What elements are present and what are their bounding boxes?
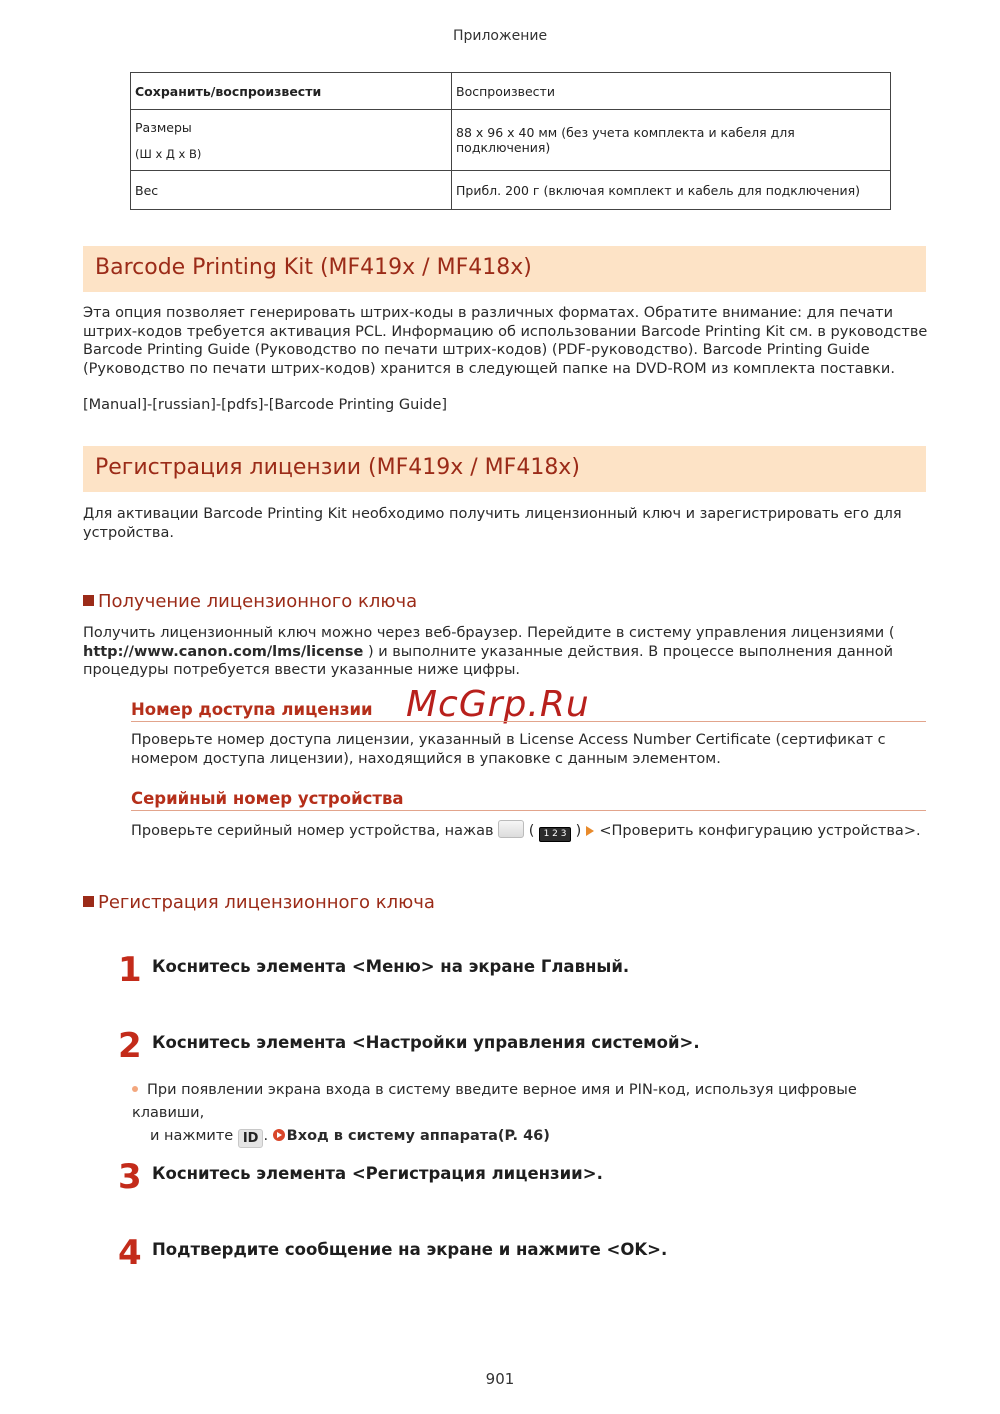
running-header: Приложение xyxy=(452,28,548,44)
step-number: 4 xyxy=(118,1233,142,1273)
text-span: ) и выполните указанные действия. В процессе выполнения данной процедуры потребуется ввести указанные ниже цифры. xyxy=(83,643,893,678)
table-row xyxy=(131,73,891,110)
table-row xyxy=(131,110,891,171)
dvd-path: [Manual]-[russian]-[pdfs]-[Barcode Printing Guide] xyxy=(83,397,448,413)
license-description: Для активации Barcode Printing Kit необходимо получить лицензионный ключ и зарегистрировать его для устройства. xyxy=(83,506,902,541)
arrow-right-icon xyxy=(586,826,594,836)
step-text: Коснитесь элемента <Настройки управления системой>. xyxy=(152,1033,700,1052)
subheading-text: Получение лицензионного ключа xyxy=(98,591,418,612)
step-text: Коснитесь элемента <Меню> на экране Главный. xyxy=(152,957,630,976)
text-span: . xyxy=(263,1128,269,1144)
license-url-link[interactable]: http://www.canon.com/lms/license xyxy=(83,643,364,660)
counter-key-icon: 1 2 3 xyxy=(539,827,571,842)
text-span: Получить лицензионный ключ можно через веб-браузер. Перейдите в систему управления лицензиями ( xyxy=(83,625,895,641)
subheading-text: Регистрация лицензионного ключа xyxy=(98,892,435,913)
step-number: 1 xyxy=(118,950,142,990)
page-number: 901 xyxy=(485,1370,515,1388)
obtain-key-text xyxy=(83,624,928,680)
table-cell-key: Вес xyxy=(131,171,452,210)
access-number-text: Проверьте номер доступа лицензии, указанный в License Access Number Certificate (сертификат с номером доступа лицензии), находящийся в упаковке с данным элементом. xyxy=(131,732,886,767)
spec-table xyxy=(130,72,891,210)
subheading-register-key xyxy=(83,892,435,913)
text-span: ) xyxy=(575,823,582,839)
note-line xyxy=(132,1079,932,1125)
section-heading-barcode xyxy=(83,246,926,292)
table-cell-key-note: (Ш x Д x В) xyxy=(135,146,202,161)
watermark: McGrp.Ru xyxy=(406,684,590,725)
note-line xyxy=(132,1125,932,1148)
bullet-icon xyxy=(132,1086,138,1092)
barcode-description: Эта опция позволяет генерировать штрих-коды в различных форматах. Обратите внимание: для печати штрих-кодов требуется активация PCL. Информацию об использовании Barcode Printing Kit см. в руководстве Barcode Printing Guide (Руководство по печати штрих-кодов) (PDF-руководство). Barcode Printing Guide (Руководство по печати штрих-кодов) хранится в следующей папке на DVD-ROM из комплекта поставки. xyxy=(83,305,928,377)
table-cell-key xyxy=(131,110,452,171)
table-cell-value: 88 x 96 x 40 мм (без учета комплекта и кабеля для подключения) xyxy=(452,110,891,171)
section-heading-license xyxy=(83,446,926,492)
id-key-icon: ID xyxy=(238,1129,264,1148)
square-bullet-icon xyxy=(83,896,94,907)
step-text: Коснитесь элемента <Регистрация лицензии>. xyxy=(152,1164,603,1183)
table-row xyxy=(131,171,891,210)
text-span: При появлении экрана входа в систему введите верное имя и PIN-код, используя цифровые клавиши, xyxy=(132,1082,857,1121)
step-text: Подтвердите сообщение на экране и нажмите <OK>. xyxy=(152,1240,668,1259)
serial-number-text xyxy=(131,820,926,842)
square-bullet-icon xyxy=(83,595,94,606)
subheading-obtain-key xyxy=(83,591,417,612)
section-title: Регистрация лицензии (MF419x / MF418x) xyxy=(95,455,580,480)
link-arrow-icon xyxy=(273,1129,285,1141)
text-span: и нажмите xyxy=(150,1128,234,1144)
step-number: 3 xyxy=(118,1157,142,1197)
table-cell-key: Сохранить/воспроизвести xyxy=(131,73,452,110)
table-cell-key-label: Размеры xyxy=(135,119,192,135)
text-span: <Проверить конфигурацию устройства>. xyxy=(599,823,921,839)
step2-note xyxy=(132,1079,932,1148)
home-key-icon xyxy=(498,820,524,838)
text-span: ( xyxy=(528,823,535,839)
heading-serial-number: Серийный номер устройства xyxy=(131,789,926,811)
step-number: 2 xyxy=(118,1026,142,1066)
text-span: Проверьте серийный номер устройства, нажав xyxy=(131,823,494,839)
table-cell-value: Прибл. 200 г (включая комплект и кабель для подключения) xyxy=(452,171,891,210)
table-cell-value: Воспроизвести xyxy=(452,73,891,110)
login-link[interactable]: Вход в систему аппарата(P. 46) xyxy=(286,1128,550,1144)
heading-access-number: Номер доступа лицензии xyxy=(131,700,926,722)
section-title: Barcode Printing Kit (MF419x / MF418x) xyxy=(95,255,532,280)
